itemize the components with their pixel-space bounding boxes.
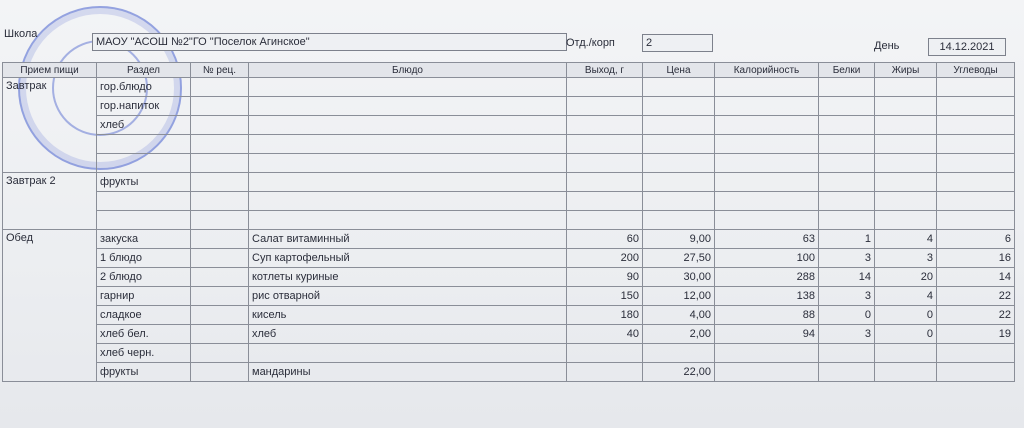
- table-row: [3, 97, 1015, 116]
- menu-table: [2, 62, 1015, 382]
- weight-cell: [567, 363, 643, 382]
- weight-cell: [567, 344, 643, 363]
- table-row: [3, 192, 1015, 211]
- carbs-cell: 19: [937, 325, 1015, 344]
- protein-cell: 3: [819, 249, 875, 268]
- meal-lunch: Обед: [3, 230, 97, 382]
- section-cell: гор.напиток: [97, 97, 191, 116]
- col-carbs: Углеводы: [937, 63, 1015, 78]
- protein-cell: 3: [819, 325, 875, 344]
- price-cell: 12,00: [643, 287, 715, 306]
- table-row: [3, 268, 1015, 287]
- fat-cell: [875, 344, 937, 363]
- dish-cell: рис отварной: [249, 287, 567, 306]
- fat-cell: 20: [875, 268, 937, 287]
- table-row: [3, 363, 1015, 382]
- table-row: [3, 135, 1015, 154]
- dish-cell: мандарины: [249, 363, 567, 382]
- col-price: Цена: [643, 63, 715, 78]
- protein-cell: 14: [819, 268, 875, 287]
- col-weight: Выход, г: [567, 63, 643, 78]
- weight-cell: 180: [567, 306, 643, 325]
- price-cell: 27,50: [643, 249, 715, 268]
- protein-cell: [819, 363, 875, 382]
- table-row: [3, 173, 1015, 192]
- col-kcal: Калорийность: [715, 63, 819, 78]
- school-label: Школа: [4, 28, 38, 40]
- section-cell: гарнир: [97, 287, 191, 306]
- fat-cell: 0: [875, 306, 937, 325]
- kcal-cell: [715, 344, 819, 363]
- table-row: [3, 325, 1015, 344]
- section-cell: закуска: [97, 230, 191, 249]
- kcal-cell: 88: [715, 306, 819, 325]
- section-cell: хлеб черн.: [97, 344, 191, 363]
- table-row: [3, 78, 1015, 97]
- section-cell: хлеб: [97, 116, 191, 135]
- weight-cell: 90: [567, 268, 643, 287]
- kcal-cell: 288: [715, 268, 819, 287]
- col-section: Раздел: [97, 63, 191, 78]
- kcal-cell: 138: [715, 287, 819, 306]
- price-cell: 22,00: [643, 363, 715, 382]
- dish-cell: Салат витаминный: [249, 230, 567, 249]
- school-name-field: МАОУ "АСОШ №2"ГО "Поселок Агинское": [92, 33, 567, 51]
- fat-cell: [875, 363, 937, 382]
- dept-field: 2: [642, 34, 713, 52]
- weight-cell: 60: [567, 230, 643, 249]
- col-recipe: № рец.: [191, 63, 249, 78]
- dish-cell: Суп картофельный: [249, 249, 567, 268]
- section-cell: фрукты: [97, 363, 191, 382]
- protein-cell: 0: [819, 306, 875, 325]
- fat-cell: 4: [875, 287, 937, 306]
- table-row: [3, 249, 1015, 268]
- fat-cell: 4: [875, 230, 937, 249]
- weight-cell: 150: [567, 287, 643, 306]
- table-row: [3, 211, 1015, 230]
- section-cell: хлеб бел.: [97, 325, 191, 344]
- dish-cell: кисель: [249, 306, 567, 325]
- price-cell: 9,00: [643, 230, 715, 249]
- section-cell: сладкое: [97, 306, 191, 325]
- dish-cell: хлеб: [249, 325, 567, 344]
- date-field: 14.12.2021: [928, 38, 1006, 56]
- section-cell: фрукты: [97, 173, 191, 192]
- col-dish: Блюдо: [249, 63, 567, 78]
- meal-breakfast2: Завтрак 2: [3, 173, 97, 230]
- price-cell: [643, 344, 715, 363]
- kcal-cell: 94: [715, 325, 819, 344]
- carbs-cell: [937, 363, 1015, 382]
- carbs-cell: 22: [937, 306, 1015, 325]
- col-meal: Прием пищи: [3, 63, 97, 78]
- protein-cell: 3: [819, 287, 875, 306]
- col-fat: Жиры: [875, 63, 937, 78]
- carbs-cell: 22: [937, 287, 1015, 306]
- kcal-cell: [715, 363, 819, 382]
- carbs-cell: [937, 344, 1015, 363]
- weight-cell: 200: [567, 249, 643, 268]
- table-row: [3, 287, 1015, 306]
- section-cell: 2 блюдо: [97, 268, 191, 287]
- day-label: День: [874, 40, 900, 52]
- carbs-cell: 16: [937, 249, 1015, 268]
- header-row: [3, 63, 1015, 78]
- table-row: [3, 230, 1015, 249]
- table-row: [3, 344, 1015, 363]
- table-row: [3, 306, 1015, 325]
- table-row: [3, 154, 1015, 173]
- section-cell: 1 блюдо: [97, 249, 191, 268]
- col-protein: Белки: [819, 63, 875, 78]
- fat-cell: 3: [875, 249, 937, 268]
- price-cell: 2,00: [643, 325, 715, 344]
- protein-cell: 1: [819, 230, 875, 249]
- weight-cell: 40: [567, 325, 643, 344]
- protein-cell: [819, 344, 875, 363]
- fat-cell: 0: [875, 325, 937, 344]
- meal-breakfast: Завтрак: [3, 78, 97, 173]
- dish-cell: [249, 344, 567, 363]
- kcal-cell: 63: [715, 230, 819, 249]
- dish-cell: котлеты куриные: [249, 268, 567, 287]
- price-cell: 30,00: [643, 268, 715, 287]
- price-cell: 4,00: [643, 306, 715, 325]
- section-cell: гор.блюдо: [97, 78, 191, 97]
- dept-label: Отд./корп: [566, 37, 615, 49]
- kcal-cell: 100: [715, 249, 819, 268]
- carbs-cell: 14: [937, 268, 1015, 287]
- carbs-cell: 6: [937, 230, 1015, 249]
- table-row: [3, 116, 1015, 135]
